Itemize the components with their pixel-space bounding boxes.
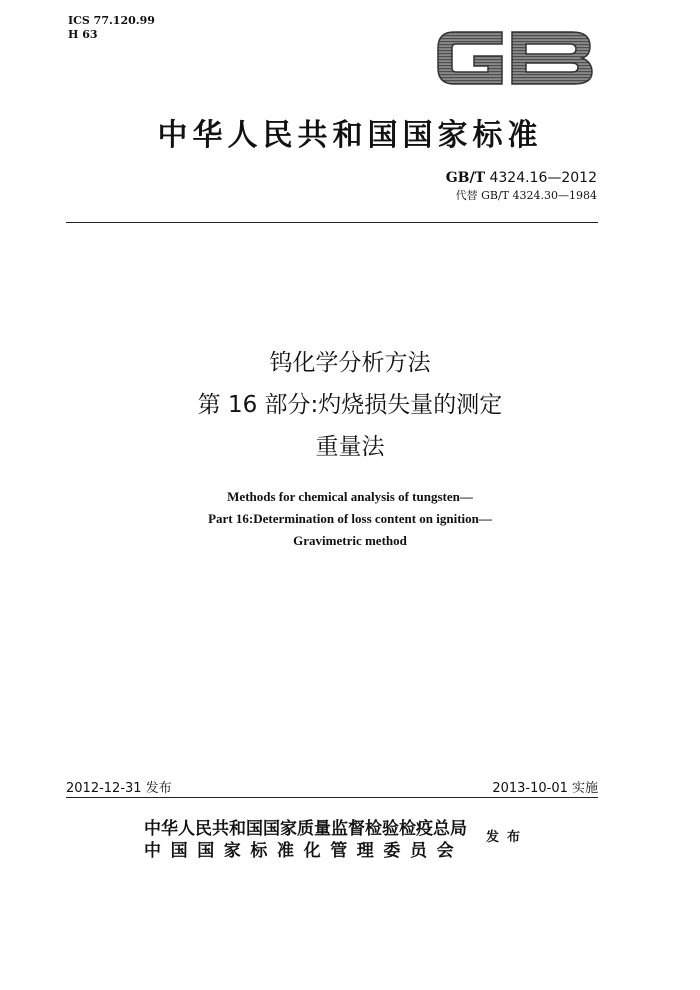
chinese-title-line-3: 重量法 [315,434,385,460]
national-standard-title: 中华人民共和国国家标准 [157,118,543,153]
standard-prefix: GB/T [445,170,486,186]
english-title-line-2: Part 16:Determination of loss content on ignition— [208,511,492,526]
gb-logo [432,26,598,90]
ccs-code: H 63 [68,28,98,41]
publish-label: 发布 [486,830,529,845]
english-title [100,486,600,552]
issue-date: 2012-12-31 发布 [66,781,172,796]
replaces-standard: 代替 GB/T 4324.30—1984 [455,189,597,202]
issuing-organizations [144,818,467,862]
standard-number: 4324.16—2012 [489,170,597,186]
chinese-title [100,342,600,468]
issuer-aqsiq: 中华人民共和国国家质量监督检验检疫总局 [144,819,467,839]
top-divider [66,222,598,223]
classification-codes [68,14,155,42]
chinese-title-line-2: 第 16 部分:灼烧损失量的测定 [197,392,503,418]
bottom-divider [66,797,598,798]
english-title-line-3: Gravimetric method [293,533,407,548]
standard-number-block [446,170,597,204]
implementation-date: 2013-10-01 实施 [492,781,598,796]
issuer-sac: 中国国家标准化管理委员会 [144,841,464,861]
english-title-line-1: Methods for chemical analysis of tungsten— [227,489,473,504]
standard-number-line [446,170,597,187]
chinese-title-line-1: 钨化学分析方法 [269,350,431,376]
ics-code: ICS 77.120.99 [68,14,155,27]
